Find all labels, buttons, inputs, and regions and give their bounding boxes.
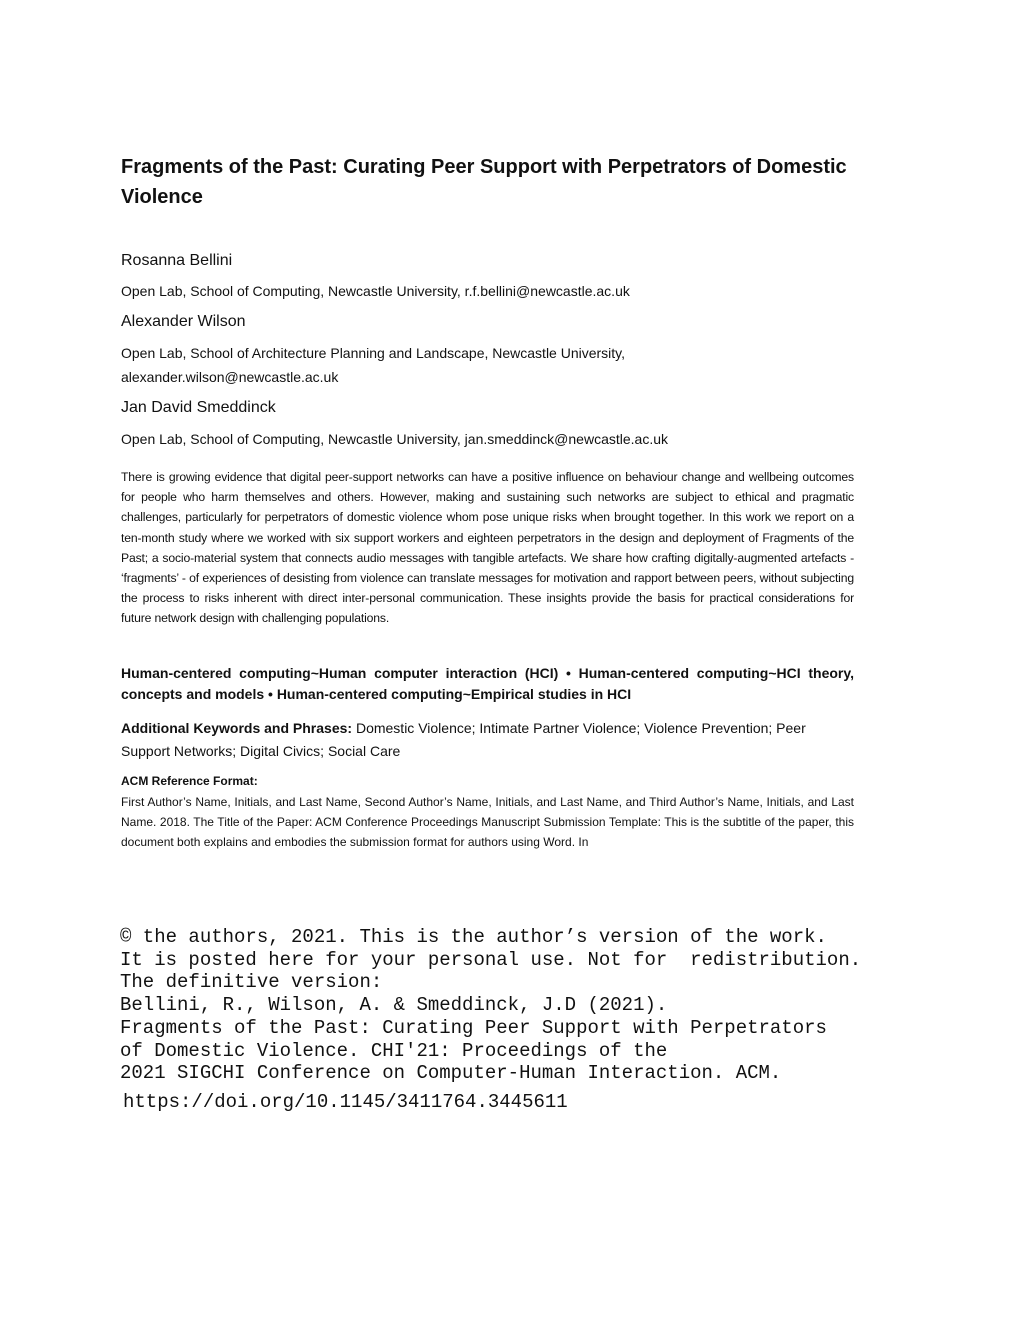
notice-line: 2021 SIGCHI Conference on Computer-Human Interaction. ACM.: [120, 1062, 782, 1085]
author-name: Rosanna Bellini: [121, 252, 233, 269]
abstract: There is growing evidence that digital peer-support networks can have a positive influence on behaviour change and wellbeing outcomes for people who harm themselves and others. However, making and sustaining such networks are subject to ethical and pragmatic challenges, particularly for perpetrators of domestic violence whom pose unique risks when brought together. In this work we report on a ten-month study where we worked with six support workers and eighteen perpetrators in the design and deployment of Fragments of the Past; a socio-material system that connects audio messages with tangible artefacts. We share how crafting digitally-augmented artefacts - ‘fragments’ - of experiences of desisting from violence can translate messages for motivation and rapport between peers, without subjecting the process to risks inherent with direct inter-personal communication. These insights provide the basis for practical considerations for future network design with challenging populations.: [121, 470, 854, 626]
author-affiliation: Open Lab, School of Architecture Planning and Landscape, Newcastle University, alexander.wilson@newcastle.ac.uk: [121, 345, 626, 385]
author-name: Alexander Wilson: [121, 313, 246, 330]
doi-link[interactable]: https://doi.org/10.1145/3411764.3445611: [123, 1091, 568, 1113]
notice-line: © the authors, 2021. This is the author’s version of the work.: [120, 926, 827, 948]
paper-title: Fragments of the Past: Curating Peer Support with Perpetrators of Domestic Violence: [121, 156, 847, 208]
ccs-concepts: Human-centered computing~Human computer interaction (HCI) • Human-centered computing~HCI theory, concepts and models • Human-centered computing~Empirical studies in HCI: [121, 665, 854, 702]
acm-reference-text: First Author’s Name, Initials, and Last Name, Second Author’s Name, Initials, and Last Name, and Third Author’s Name, Initials, and Last Name. 2018. The Title of the Paper: ACM Conference Proceedings Manuscript Submission Template: This is the subtitle of the paper, this document both explains and embodies the submission format for authors using Word. In: [121, 795, 854, 850]
author-affiliation: Open Lab, School of Computing, Newcastle University, jan.smeddinck@newcastle.ac.uk: [121, 431, 668, 447]
author-name: Jan David Smeddinck: [121, 399, 276, 416]
copyright-notice: [120, 926, 920, 1085]
acm-reference-heading: ACM Reference Format:: [121, 774, 258, 788]
notice-line: Fragments of the Past: Curating Peer Support with Perpetrators: [120, 1016, 827, 1039]
keywords-label: Additional Keywords and Phrases:: [121, 720, 353, 736]
notice-line: Bellini, R., Wilson, A. & Smeddinck, J.D (2021).: [120, 994, 668, 1017]
keywords: [121, 717, 854, 762]
notice-line: of Domestic Violence. CHI'21: Proceedings of the: [120, 1039, 668, 1062]
author-affiliation: Open Lab, School of Computing, Newcastle University, r.f.bellini@newcastle.ac.uk: [121, 283, 630, 299]
notice-line: The definitive version:: [120, 971, 383, 994]
notice-line: It is posted here for your personal use. Not for redistribution.: [120, 948, 862, 971]
keywords-text: Domestic Violence; Intimate Partner Violence; Violence Prevention; Peer Support Networks; Digital Civics; Social Care: [121, 720, 806, 759]
